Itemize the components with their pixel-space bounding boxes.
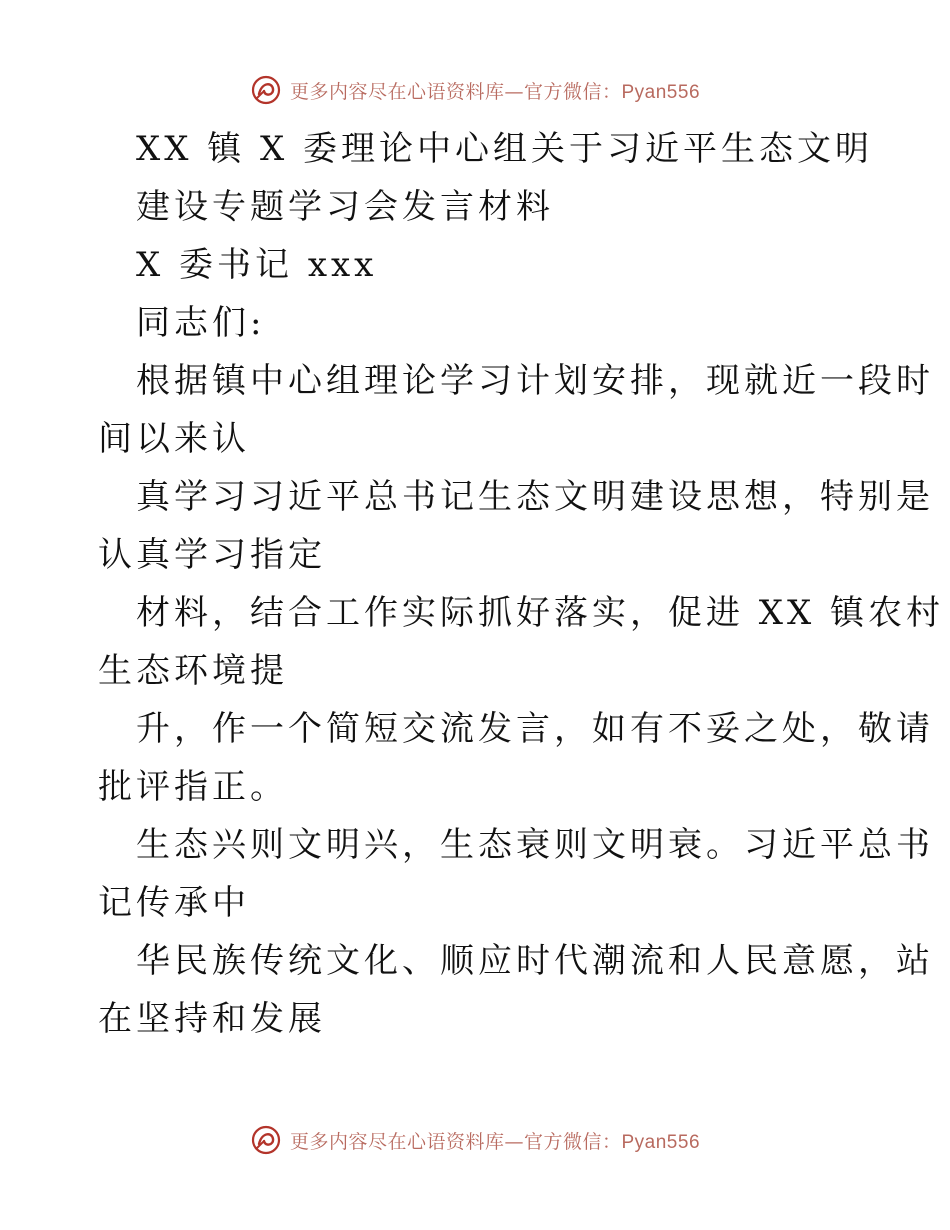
author-line: X 委书记 xxx: [136, 245, 378, 285]
watermark-wechat-id: Pyan556: [621, 1131, 701, 1153]
paragraph-line: 材料，结合工作实际抓好落实，促进 XX 镇农村: [136, 593, 945, 633]
header-watermark: [0, 70, 950, 110]
paragraph-line: 批评指正。: [98, 767, 288, 807]
watermark-label: 更多内容尽在心语资料库—官方微信：: [289, 80, 622, 103]
paragraph-line: 华民族传统文化、顺应时代潮流和人民意愿，站: [136, 941, 934, 981]
footer-watermark: [0, 1120, 950, 1160]
paragraph-line: 记传承中: [98, 883, 250, 923]
paragraph-line: 认真学习指定: [98, 535, 326, 575]
paragraph-line: 间以来认: [98, 419, 250, 459]
paragraph-line: 根据镇中心组理论学习计划安排，现就近一段时: [136, 361, 934, 401]
swirl-logo-icon: [250, 1124, 282, 1156]
watermark-wechat-id: Pyan556: [621, 81, 701, 103]
watermark-text: [290, 77, 700, 104]
document-body: [98, 120, 945, 1048]
swirl-logo-icon: [250, 74, 282, 106]
title-line-1: XX 镇 X 委理论中心组关于习近平生态文明: [136, 129, 874, 169]
paragraph-line: 生态兴则文明兴，生态衰则文明衰。习近平总书: [136, 825, 934, 865]
paragraph-line: 升，作一个简短交流发言，如有不妥之处，敬请: [136, 709, 934, 749]
paragraph-line: 生态环境提: [98, 651, 288, 691]
watermark-label: 更多内容尽在心语资料库—官方微信：: [289, 1130, 622, 1153]
paragraph-line: 在坚持和发展: [98, 999, 326, 1039]
watermark-text: [290, 1127, 700, 1154]
salutation: 同志们:: [136, 303, 266, 343]
title-line-2: 建设专题学习会发言材料: [136, 187, 554, 227]
paragraph-line: 真学习习近平总书记生态文明建设思想，特别是: [136, 477, 934, 517]
